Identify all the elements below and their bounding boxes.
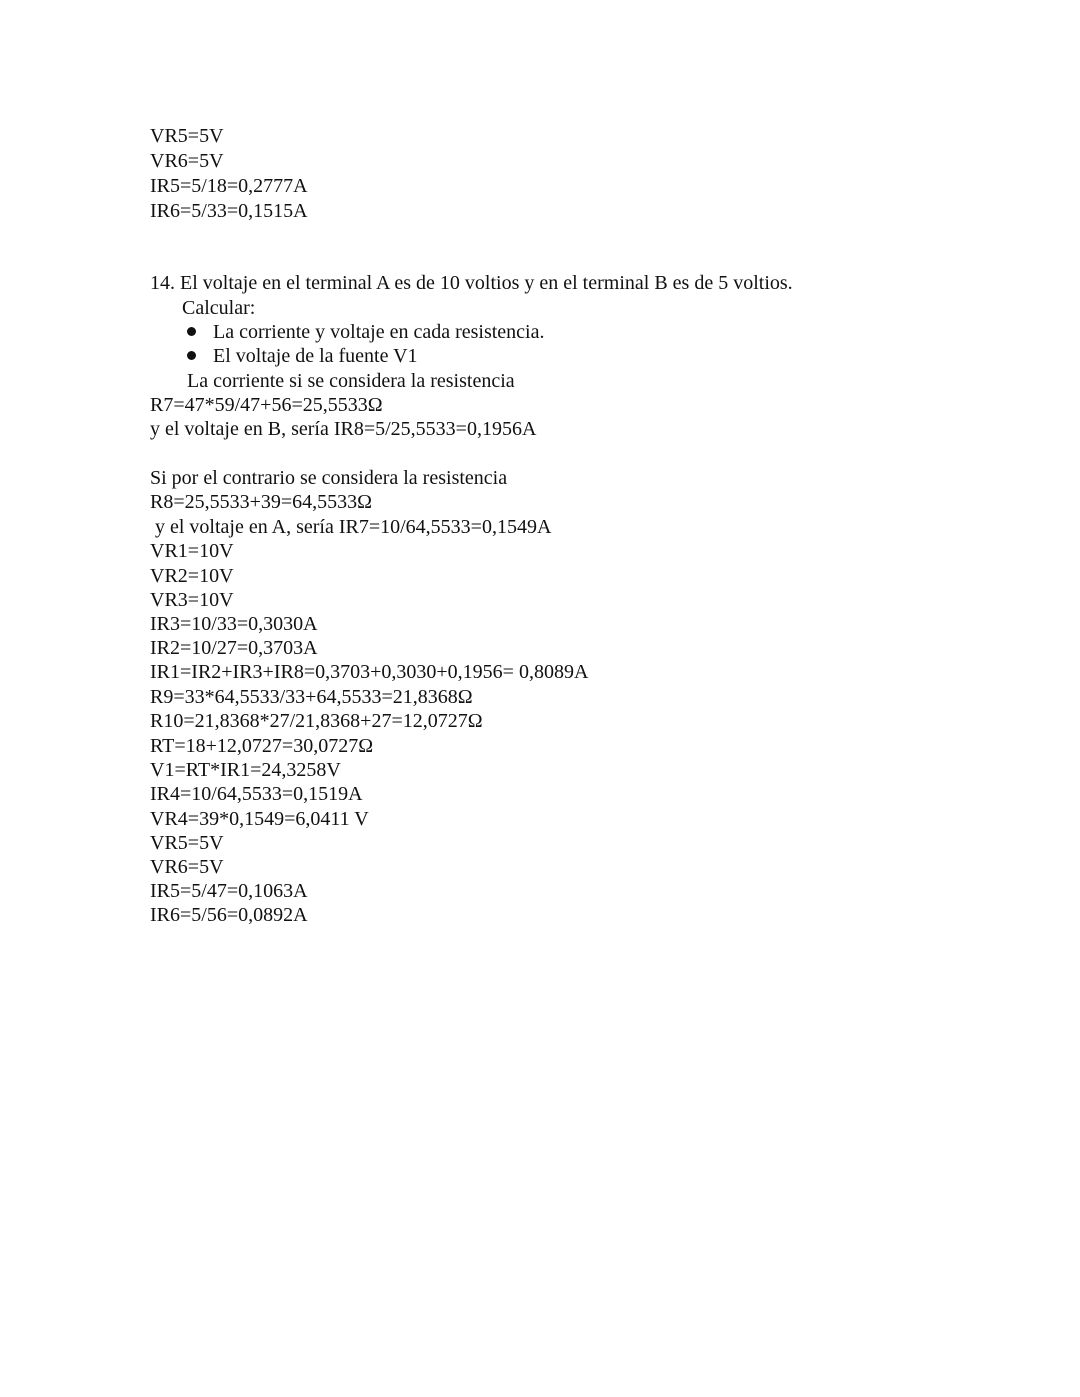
result-line: VR5=5V <box>150 832 224 854</box>
question-statement <box>150 271 793 295</box>
result-line: IR2=10/27=0,3703A <box>150 637 318 659</box>
result-line: VR6=5V <box>150 150 224 172</box>
solution-line: La corriente si se considera la resistencia <box>187 370 515 392</box>
bullet-text: El voltaje de la fuente V1 <box>213 345 418 367</box>
bullet-item <box>187 320 545 344</box>
bullet-item <box>187 344 418 368</box>
result-line: VR4=39*0,1549=6,0411 V <box>150 808 369 830</box>
result-line: IR4=10/64,5533=0,1519A <box>150 783 363 805</box>
result-line: IR5=5/18=0,2777A <box>150 175 308 197</box>
bullet-dot-icon <box>187 327 196 336</box>
solution-line: Si por el contrario se considera la resistencia <box>150 467 508 489</box>
question-number: 14. <box>150 272 175 294</box>
result-line: VR2=10V <box>150 565 234 587</box>
result-line: VR5=5V <box>150 125 224 147</box>
result-line: RT=18+12,0727=30,0727Ω <box>150 735 374 757</box>
bullet-text: La corriente y voltaje en cada resistencia. <box>213 321 545 343</box>
result-line: IR1=IR2+IR3+IR8=0,3703+0,3030+0,1956= 0,8089A <box>150 661 589 683</box>
bullet-dot-icon <box>187 351 196 360</box>
question-text: El voltaje en el terminal A es de 10 voltios y en el terminal B es de 5 voltios. <box>180 272 793 294</box>
solution-line: y el voltaje en B, sería IR8=5/25,5533=0,1956A <box>150 418 537 440</box>
result-line: IR3=10/33=0,3030A <box>150 613 318 635</box>
calcular-label: Calcular: <box>182 297 256 319</box>
result-line: IR6=5/33=0,1515A <box>150 200 308 222</box>
solution-line: R8=25,5533+39=64,5533Ω <box>150 491 373 513</box>
result-line: VR3=10V <box>150 589 234 611</box>
result-line: V1=RT*IR1=24,3258V <box>150 759 341 781</box>
result-line: VR6=5V <box>150 856 224 878</box>
result-line: R10=21,8368*27/21,8368+27=12,0727Ω <box>150 710 483 732</box>
result-line: VR1=10V <box>150 540 234 562</box>
result-line: IR5=5/47=0,1063A <box>150 880 308 902</box>
solution-line: R7=47*59/47+56=25,5533Ω <box>150 394 383 416</box>
solution-line: y el voltaje en A, sería IR7=10/64,5533=0,1549A <box>155 516 552 538</box>
result-line: R9=33*64,5533/33+64,5533=21,8368Ω <box>150 686 473 708</box>
result-line: IR6=5/56=0,0892A <box>150 904 308 926</box>
